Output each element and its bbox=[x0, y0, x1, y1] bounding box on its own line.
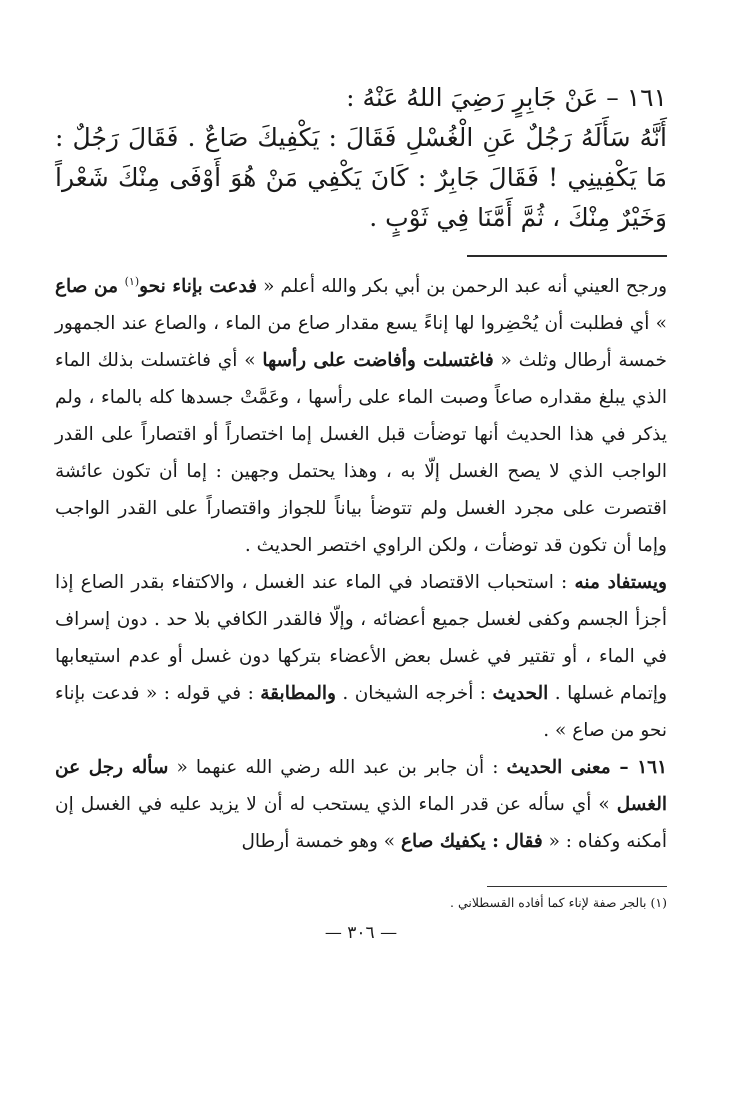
section-divider bbox=[467, 255, 667, 257]
commentary-paragraph-2: ويستفاد منه : استحباب الاقتصاد في الماء عند الغسل ، والاكتفاء بقدر الصاع إذا أجزأ الجسم وكفى لغسل جميع أعضائه ، وإلّا فالقدر الكافي بلا حد . دون إسراف في الماء ، أو تقتير في غسل بعض الأعضاء بتركها دون غسل أو عدم استيعابها وإتمام غسلها . الحديث : أخرجه الشيخان . والمطابقة : في قوله : « فدعت بإناء نحو من صاع » . bbox=[55, 572, 668, 742]
commentary-paragraph-3: ١٦١ – معنى الحديث : أن جابر بن عبد الله رضي الله عنهما « سأله رجل عن الغسل » أي سأله عن قدر الماء الذي يستحب له أن لا يزيد عليه في الغسل إن أمكنه وكفاه : « فقال : يكفيك صاع » وهو خمسة أرطال bbox=[55, 757, 668, 853]
hadith-text: أَنَّهُ سَأَلَهُ رَجُلٌ عَنِ الْغُسْلِ فَقَالَ : يَكْفِيكَ صَاعٌ . فَقَالَ رَجُلٌ : مَا يَكْفِينِي ! فَقَالَ جَابِرٌ : كَانَ يَكْفِي مَنْ هُوَ أَوْفَى مِنْكَ شَعْراً وَخَيْرٌ مِنْكَ ، ثُمَّ أَمَّنَا فِي ثَوْبٍ . bbox=[55, 123, 667, 232]
footnote-ref: (١) bbox=[124, 275, 140, 288]
commentary bbox=[55, 263, 667, 860]
page-number: — ٣٠٦ — bbox=[324, 923, 398, 944]
page-body bbox=[55, 78, 667, 943]
hadith-heading: ١٦١ – عَنْ جَابِرٍ رَضِيَ اللهُ عَنْهُ : bbox=[346, 83, 667, 112]
footnote: (١) بالجر صفة لإناء كما أفاده القسطلاني . bbox=[450, 895, 667, 911]
footnote-divider bbox=[487, 886, 667, 887]
commentary-paragraph-1: ورجح العيني أنه عبد الرحمن بن أبي بكر والله أعلم « فدعت بإناء نحو$^{(١)}$ من صاع » أي فطلبت أن يُحْضِروا لها إناءً يسع مقدار صاع من الماء ، والصاع عند الجمهور خمسة أرطال وثلث « فاغتسلت وأفاضت على رأسها » أي فاغتسلت بذلك الماء الذي يبلغ مقداره صاعاً وصبت الماء على رأسها ، وعَمَّتْ جسدها كله بالماء ، ولم يذكر في هذا الحديث أنها توضأت قبل الغسل إما اختصاراً أو اقتصاراً على القدر الواجب الذي لا يصح الغسل إلّا به ، وهذا يحتمل وجهين : إما أن تكون عائشة اقتصرت على مجرد الغسل ولم تتوضأ بياناً للجواز واقتصاراً على القدر الواجب وإما أن تكون قد توضأت ، ولكن الراوي اختصر الحديث . bbox=[55, 275, 668, 557]
